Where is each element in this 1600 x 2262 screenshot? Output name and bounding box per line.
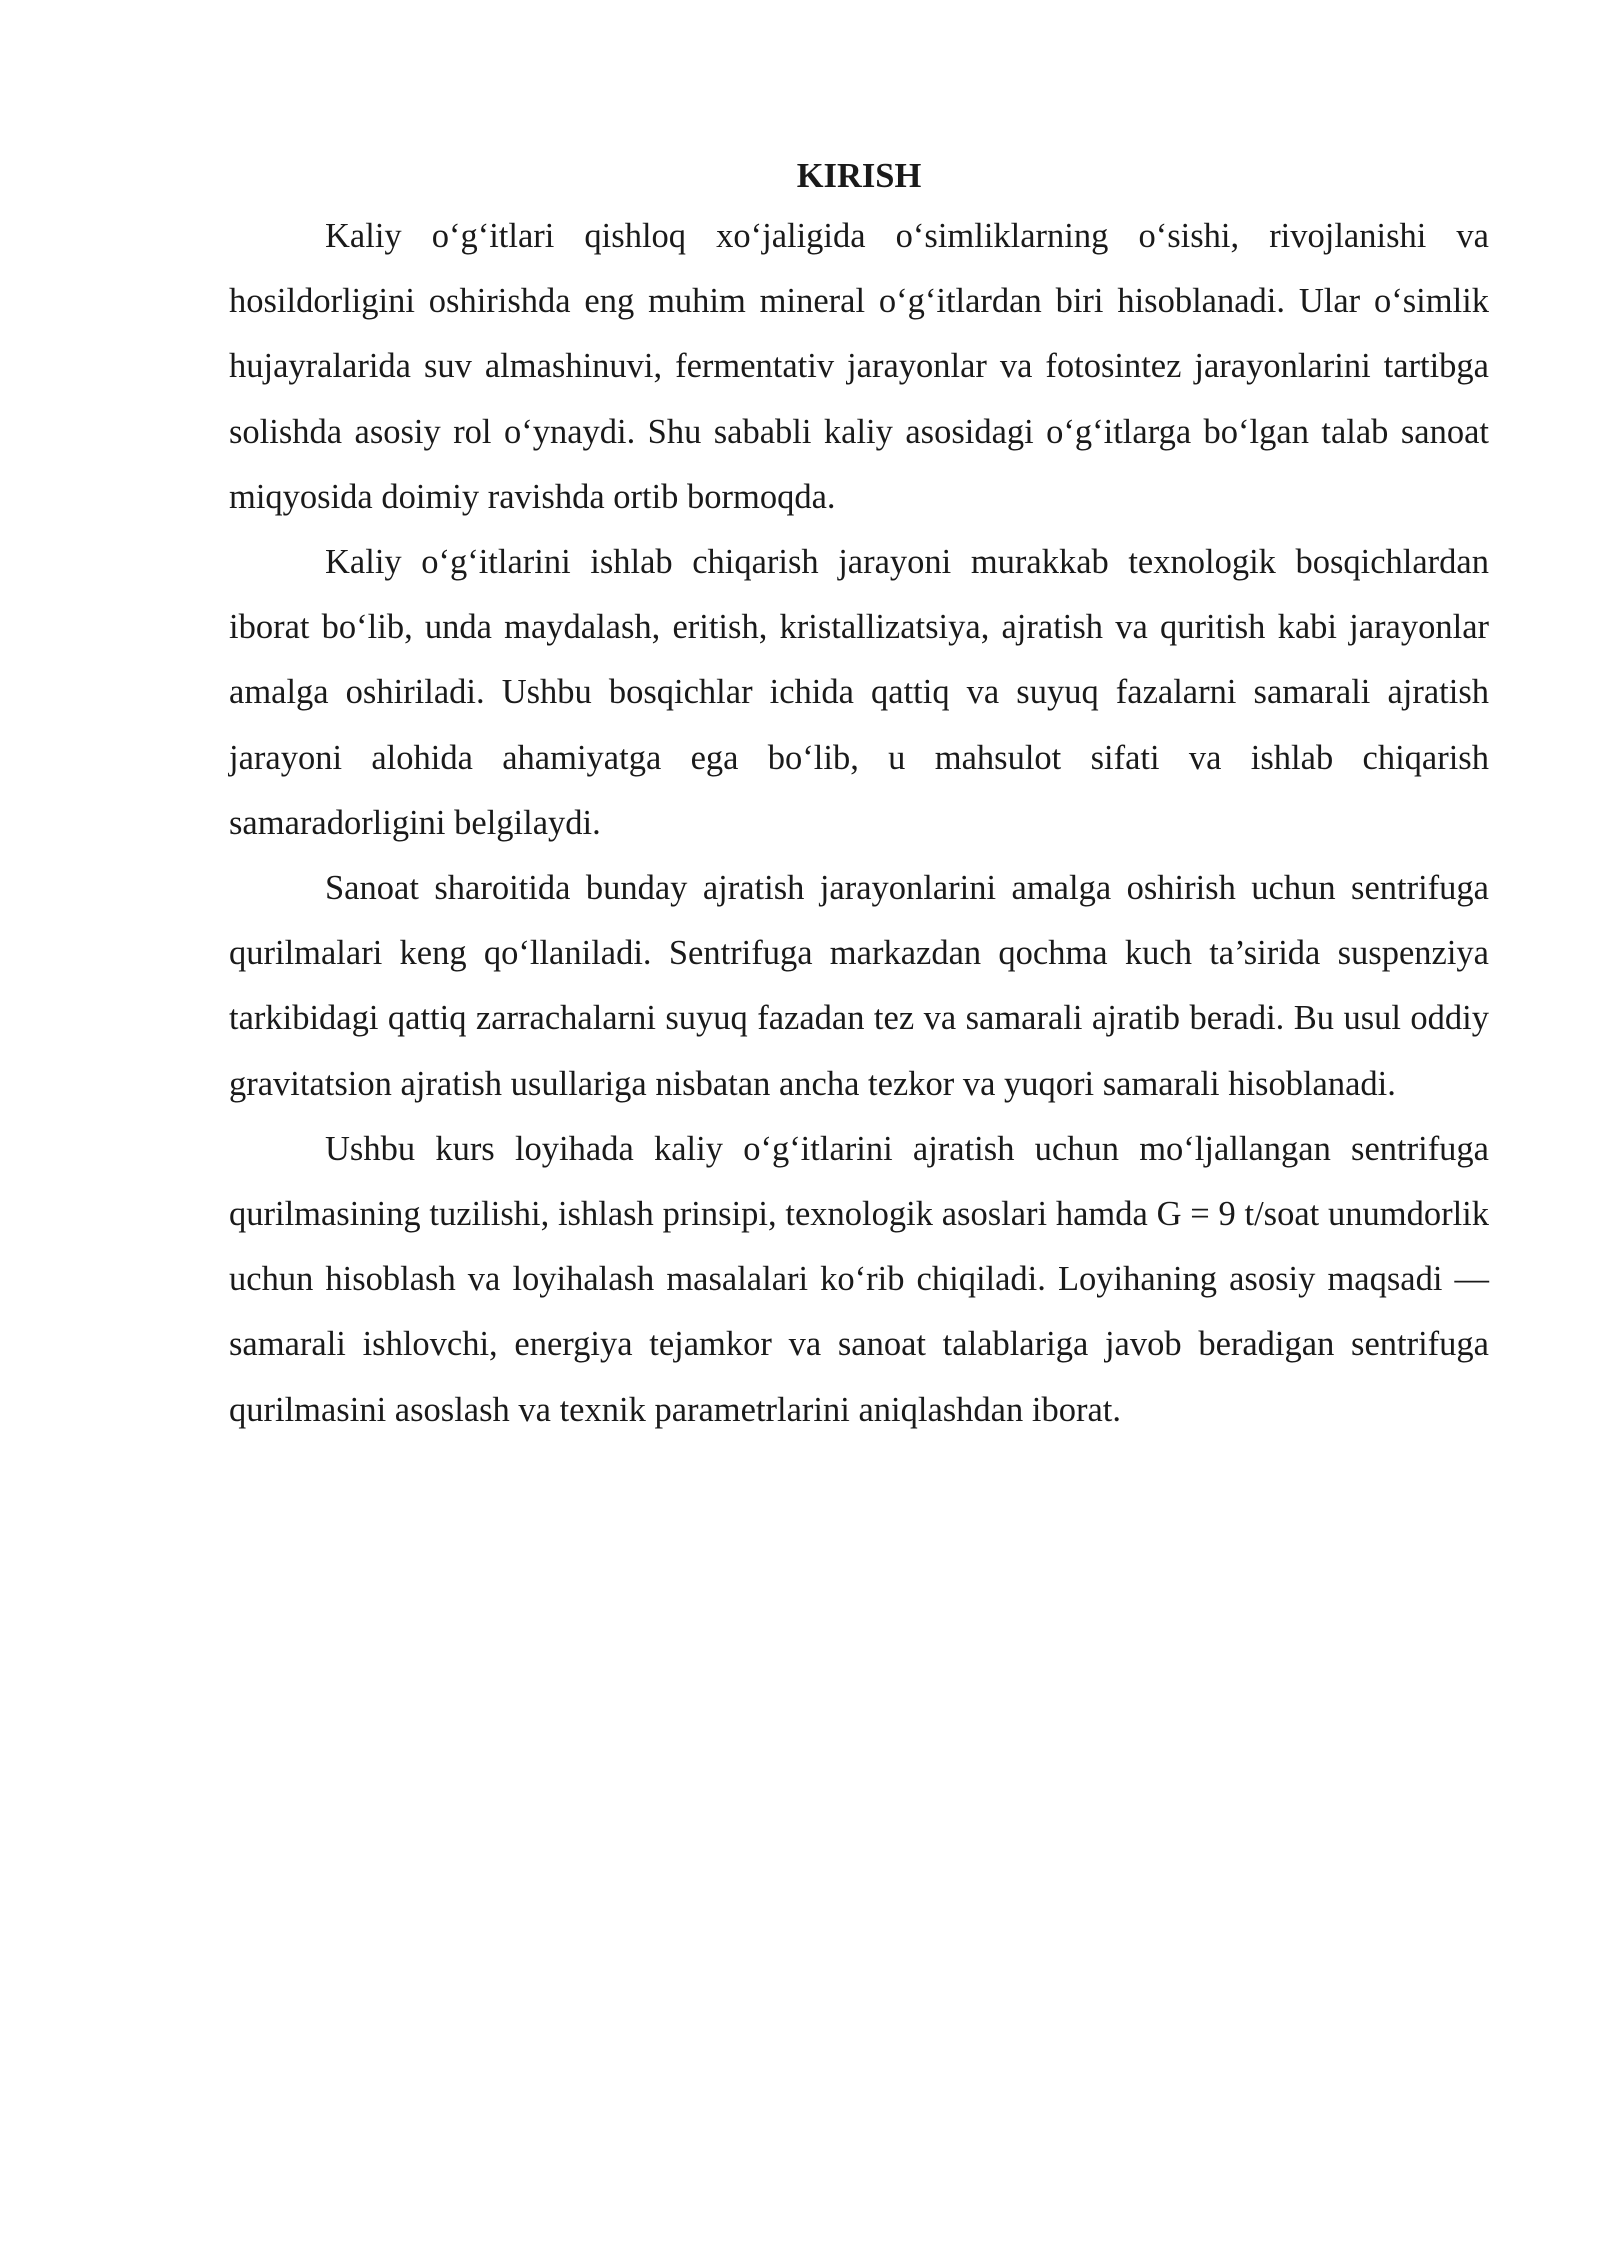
paragraph-4: Ushbu kurs loyihada kaliy o‘g‘itlarini ajratish uchun mo‘ljallangan sentrifuga qurilmasining tuzilishi, ishlash prinsipi, texnologik asoslari hamda G = 9 t/soat unumdorlik uchun hisoblash va loyihalash masalalari ko‘rib chiqiladi. Loyihaning asosiy maqsadi — samarali ishlovchi, energiya tejamkor va sanoat talablariga javob beradigan sentrifuga qurilmasini asoslash va texnik parametrlarini aniqlashdan iborat. [229, 1129, 1489, 1429]
section-title: KIRISH [796, 157, 922, 195]
paragraph-1: Kaliy o‘g‘itlari qishloq xo‘jaligida o‘simliklarning o‘sishi, rivojlanishi va hosildorligini oshirishda eng muhim mineral o‘g‘itlardan biri hisoblanadi. Ular o‘simlik hujayralarida suv almashinuvi, fermentativ jarayonlar va fotosintez jarayonlarini tartibga solishda asosiy rol o‘ynaydi. Shu sababli kaliy asosidagi o‘g‘itlarga bo‘lgan talab sanoat miqyosida doimiy ravishda ortib bormoqda. [229, 217, 1489, 516]
document-body [229, 148, 1489, 1443]
paragraph-2: Kaliy o‘g‘itlarini ishlab chiqarish jarayoni murakkab texnologik bosqichlardan iborat bo‘lib, unda maydalash, eritish, kristallizatsiya, ajratish va quritish kabi jarayonlar amalga oshiriladi. Ushbu bosqichlar ichida qattiq va suyuq fazalarni samarali ajratish jarayoni alohida ahamiyatga ega bo‘lib, u mahsulot sifati va ishlab chiqarish samaradorligini belgilaydi. [229, 543, 1489, 842]
paragraph-3: Sanoat sharoitida bunday ajratish jarayonlarini amalga oshirish uchun sentrifuga qurilmalari keng qo‘llaniladi. Sentrifuga markazdan qochma kuch ta’sirida suspenziya tarkibidagi qattiq zarrachalarni suyuq fazadan tez va samarali ajratib beradi. Bu usul oddiy gravitatsion ajratish usullariga nisbatan ancha tezkor va yuqori samarali hisoblanadi. [229, 869, 1489, 1103]
